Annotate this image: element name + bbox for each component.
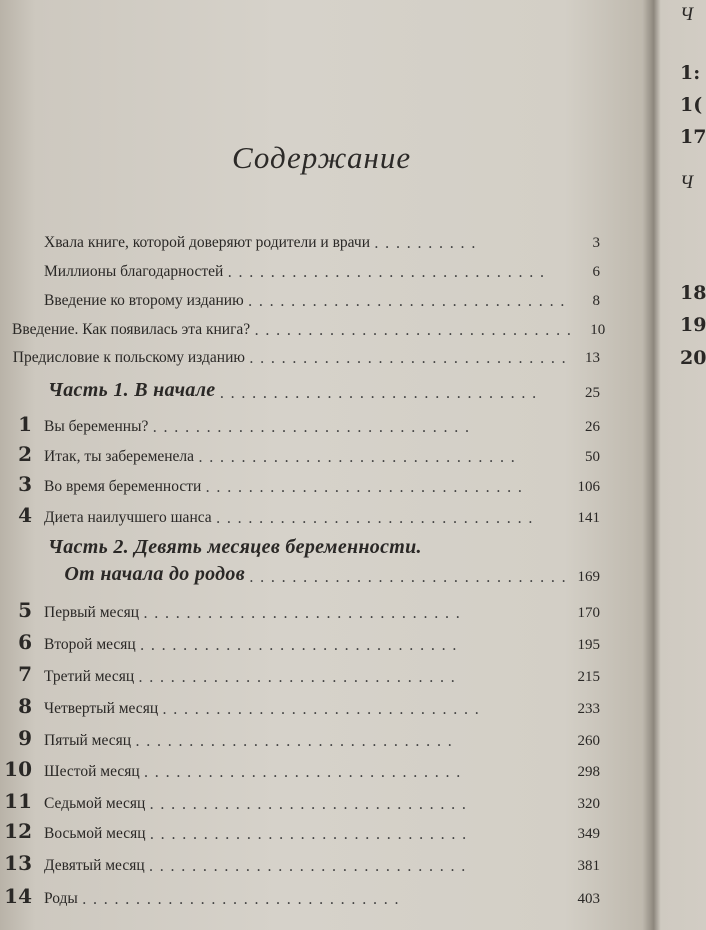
leader-dots: ..........: [374, 234, 482, 252]
chapter-label: Второй месяц: [44, 636, 136, 653]
leader-dots: ..............................: [198, 448, 522, 466]
chapter-page: 50: [585, 449, 600, 465]
adjacent-page-edge: [650, 0, 706, 930]
part-heading-page: 25: [585, 385, 600, 401]
leader-dots: ..............................: [162, 700, 486, 718]
adjacent-page-fragment: 1(: [680, 94, 703, 116]
chapter-page: 106: [577, 479, 600, 495]
chapter-entry: [0, 658, 600, 686]
chapter-label: Третий месяц: [44, 668, 135, 685]
leader-dots: ..............................: [247, 292, 571, 310]
chapter-number: 7: [18, 662, 32, 686]
chapter-number: 4: [18, 503, 32, 527]
chapter-entry: [0, 690, 600, 718]
chapter-page: 381: [577, 858, 600, 874]
leader-dots: ..............................: [152, 418, 476, 436]
toc-entry-page: 10: [590, 322, 606, 338]
toc-entry-page: 8: [592, 293, 600, 309]
toc-entry-label: Предисловие к польскому изданию: [12, 349, 245, 366]
leader-dots: ..............................: [227, 263, 551, 281]
chapter-entry: [0, 408, 600, 436]
chapter-number: 11: [4, 789, 32, 813]
chapter-entry: [0, 847, 600, 875]
leader-dots: ..............................: [143, 604, 467, 622]
chapter-entry: [0, 753, 600, 781]
chapter-label: Во время беременности: [44, 478, 202, 495]
leader-dots: ..............................: [135, 732, 459, 750]
toc-entry-label: Введение ко второму изданию: [44, 292, 244, 309]
adjacent-page-fragment: 18: [680, 282, 706, 304]
chapter-number: 5: [18, 598, 32, 622]
leader-dots: ..............................: [139, 636, 463, 654]
chapter-page: 403: [577, 891, 600, 907]
chapter-label: Седьмой месяц: [44, 795, 146, 812]
chapter-entry: [0, 722, 600, 750]
leader-dots: ..............................: [149, 795, 473, 813]
chapter-number: 2: [18, 442, 32, 466]
chapter-page: 215: [577, 669, 600, 685]
chapter-entry: [0, 880, 600, 908]
part-heading-label: Часть 1. В начале: [48, 379, 216, 401]
part-heading-label: От начала до родов: [64, 563, 245, 585]
leader-dots: ..............................: [143, 763, 467, 781]
toc-entry-label: Введение. Как появилась эта книга?: [12, 321, 251, 338]
leader-dots: ..............................: [254, 321, 578, 339]
chapter-entry: [0, 438, 600, 466]
leader-dots: ..............................: [81, 890, 405, 908]
chapter-number: 14: [4, 884, 32, 908]
chapter-number: 1: [18, 412, 32, 436]
chapter-label: Четвертый месяц: [44, 700, 159, 717]
adjacent-page-fragment: Ч: [680, 172, 694, 193]
leader-dots: ..............................: [215, 509, 539, 527]
chapter-page: 26: [585, 419, 600, 435]
chapter-entry: [0, 499, 600, 527]
chapter-number: 10: [4, 757, 32, 781]
chapter-page: 320: [577, 796, 600, 812]
part-heading: [0, 374, 600, 402]
toc-entry-page: 3: [592, 235, 600, 251]
chapter-label: Восьмой месяц: [44, 825, 146, 842]
chapter-label: Первый месяц: [44, 604, 140, 621]
leader-dots: ..............................: [148, 857, 472, 875]
leader-dots: ..............................: [248, 568, 572, 586]
chapter-page: 141: [577, 510, 600, 526]
chapter-label: Шестой месяц: [44, 763, 140, 780]
leader-dots: ..............................: [248, 349, 572, 367]
part-heading-page: 169: [577, 569, 600, 585]
chapter-label: Диета наилучшего шанса: [44, 509, 212, 526]
toc-entry: [0, 255, 600, 281]
chapter-number: 8: [18, 694, 32, 718]
chapter-number: 9: [18, 726, 32, 750]
chapter-number: 12: [4, 819, 32, 843]
chapter-entry: [0, 815, 600, 843]
page-title: Содержание: [232, 140, 412, 175]
chapter-label: Пятый месяц: [44, 732, 132, 749]
part-heading: [0, 558, 600, 586]
chapter-page: 170: [577, 605, 600, 621]
chapter-label: Роды: [44, 890, 78, 907]
leader-dots: ..............................: [219, 384, 543, 402]
adjacent-page-fragment: Ч: [680, 4, 694, 25]
chapter-label: Вы беременны?: [44, 418, 149, 435]
toc-entry-page: 6: [592, 264, 600, 280]
adjacent-page-fragment: 20: [680, 347, 706, 369]
leader-dots: ..............................: [149, 825, 473, 843]
leader-dots: ..............................: [205, 478, 529, 496]
leader-dots: ..............................: [138, 668, 462, 686]
chapter-entry: [0, 594, 600, 622]
toc-entry: [0, 226, 600, 252]
toc-entry: [0, 313, 606, 339]
toc-entry-label: Хвала книге, которой доверяют родители и врачи: [44, 234, 371, 251]
chapter-entry: [0, 626, 600, 654]
chapter-page: 233: [577, 701, 600, 717]
chapter-page: 298: [577, 764, 600, 780]
toc-entry: [0, 284, 600, 310]
adjacent-page-fragment: 17: [680, 126, 706, 148]
chapter-page: 195: [577, 637, 600, 653]
toc-entry-page: 13: [585, 350, 600, 366]
part-heading-line1: Часть 2. Девять месяцев беременности.: [48, 536, 422, 558]
chapter-number: 6: [18, 630, 32, 654]
chapter-entry: [0, 468, 600, 496]
adjacent-page-fragment: 1:: [680, 62, 701, 84]
chapter-number: 3: [18, 472, 32, 496]
chapter-number: 13: [4, 851, 32, 875]
toc-entry: [0, 341, 600, 367]
chapter-label: Итак, ты забеременела: [44, 448, 195, 465]
chapter-page: 349: [577, 826, 600, 842]
chapter-page: 260: [577, 733, 600, 749]
toc-entry-label: Миллионы благодарностей: [44, 263, 224, 280]
chapter-entry: [0, 785, 600, 813]
adjacent-page-fragment: 19: [680, 314, 706, 336]
chapter-label: Девятый месяц: [44, 857, 145, 874]
